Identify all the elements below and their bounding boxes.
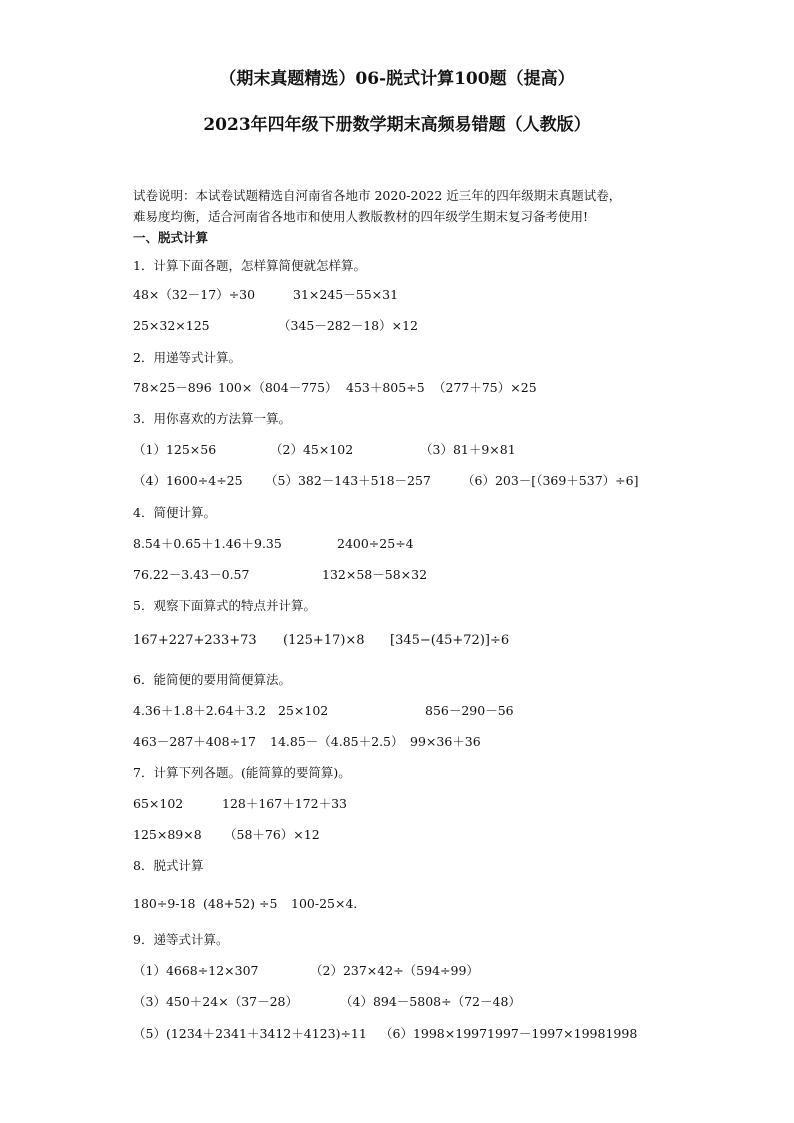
q4-expr-1: 8.54＋0.65＋1.46＋9.35 <box>133 536 282 551</box>
q7-expr-1: 65×102 <box>133 796 184 811</box>
question-4-title: 4．简便计算。 <box>133 505 216 520</box>
q9-expr-1: （1）4668÷12×307 <box>133 963 259 978</box>
q3-expr-1: （1）125×56 <box>133 442 217 457</box>
q3-expr-2: （2）45×102 <box>270 442 354 457</box>
q9-expr-2: （2）237×42÷（594÷99） <box>310 963 479 978</box>
q5-expr-2: (125+17)×8 <box>283 633 365 648</box>
intro-line-1: 试卷说明：本试卷试题精选自河南省各地市 2020-2022 近三年的四年级期末真题试卷， <box>133 188 622 203</box>
q3-expr-3: （3）81＋9×81 <box>420 442 516 457</box>
q3-expr-5: （5）382－143＋518－257 <box>265 473 431 488</box>
q6-expr-4: 463－287＋408÷17 <box>133 734 256 749</box>
q2-expr-2: 100×（804－775） <box>218 380 338 395</box>
q9-expr-6: （6）1998×19971997－1997×19981998 <box>380 1026 638 1041</box>
q5-expr-3: [345−(45+72)]÷6 <box>390 633 510 648</box>
question-6-title: 6．能简便的要用简便算法。 <box>133 672 291 687</box>
q9-expr-5: （5）(1234＋2341＋3412＋4123)÷11 <box>133 1026 367 1041</box>
q1-expr-3: 25×32×125 <box>133 318 210 333</box>
q6-expr-5: 14.85－（4.85＋2.5） <box>270 734 404 749</box>
q5-expr-1: 167+227+233+73 <box>133 633 257 648</box>
q9-expr-4: （4）894－5808÷（72－48） <box>340 994 521 1009</box>
question-7-title: 7．计算下列各题。(能简算的要简算)。 <box>133 765 351 780</box>
q4-expr-2: 2400÷25÷4 <box>337 536 414 551</box>
q8-expr-1: 180÷9-18 <box>133 896 196 911</box>
question-8-title: 8．脱式计算 <box>133 858 204 873</box>
q4-expr-4: 132×58－58×32 <box>322 567 428 582</box>
q2-expr-3: 453＋805÷5 <box>346 380 425 395</box>
q7-expr-4: （58＋76）×12 <box>224 827 320 842</box>
q6-expr-2: 25×102 <box>278 703 329 718</box>
intro-line-2: 难易度均衡，适合河南省各地市和使用人教版教材的四年级学生期末复习备考使用! <box>133 209 589 224</box>
q1-expr-1: 48×（32－17）÷30 <box>133 287 256 302</box>
q1-expr-2: 31×245－55×31 <box>293 287 399 302</box>
q3-expr-4: （4）1600÷4÷25 <box>133 473 243 488</box>
q9-expr-3: （3）450＋24×（37－28） <box>133 994 299 1009</box>
q4-expr-3: 76.22－3.43－0.57 <box>133 567 250 582</box>
q2-expr-1: 78×25－896 <box>133 380 212 395</box>
document-title: （期末真题精选）06-脱式计算100题（提高） <box>219 69 575 89</box>
question-3-title: 3．用你喜欢的方法算一算。 <box>133 411 291 426</box>
section-heading: 一、脱式计算 <box>133 230 209 245</box>
q2-expr-4: （277＋75）×25 <box>433 380 537 395</box>
q8-expr-3: 100-25×4． <box>291 896 366 911</box>
q6-expr-1: 4.36＋1.8＋2.64＋3.2 <box>133 703 266 718</box>
q8-expr-2: (48+52) ÷5 <box>203 896 278 911</box>
question-2-title: 2．用递等式计算。 <box>133 350 241 365</box>
q1-expr-4: （345－282－18）×12 <box>278 318 419 333</box>
q6-expr-6: 99×36＋36 <box>410 734 481 749</box>
q7-expr-3: 125×89×8 <box>133 827 202 842</box>
q6-expr-3: 856－290－56 <box>425 703 514 718</box>
q7-expr-2: 128＋167＋172＋33 <box>222 796 347 811</box>
question-5-title: 5．观察下面算式的特点并计算。 <box>133 598 316 613</box>
question-9-title: 9．递等式计算。 <box>133 932 229 947</box>
document-subtitle: 2023年四年级下册数学期末高频易错题（人教版） <box>203 115 591 135</box>
q3-expr-6: （6）203－[（369＋537）÷6] <box>462 473 639 488</box>
question-1-title: 1．计算下面各题，怎样算简便就怎样算。 <box>133 258 366 273</box>
